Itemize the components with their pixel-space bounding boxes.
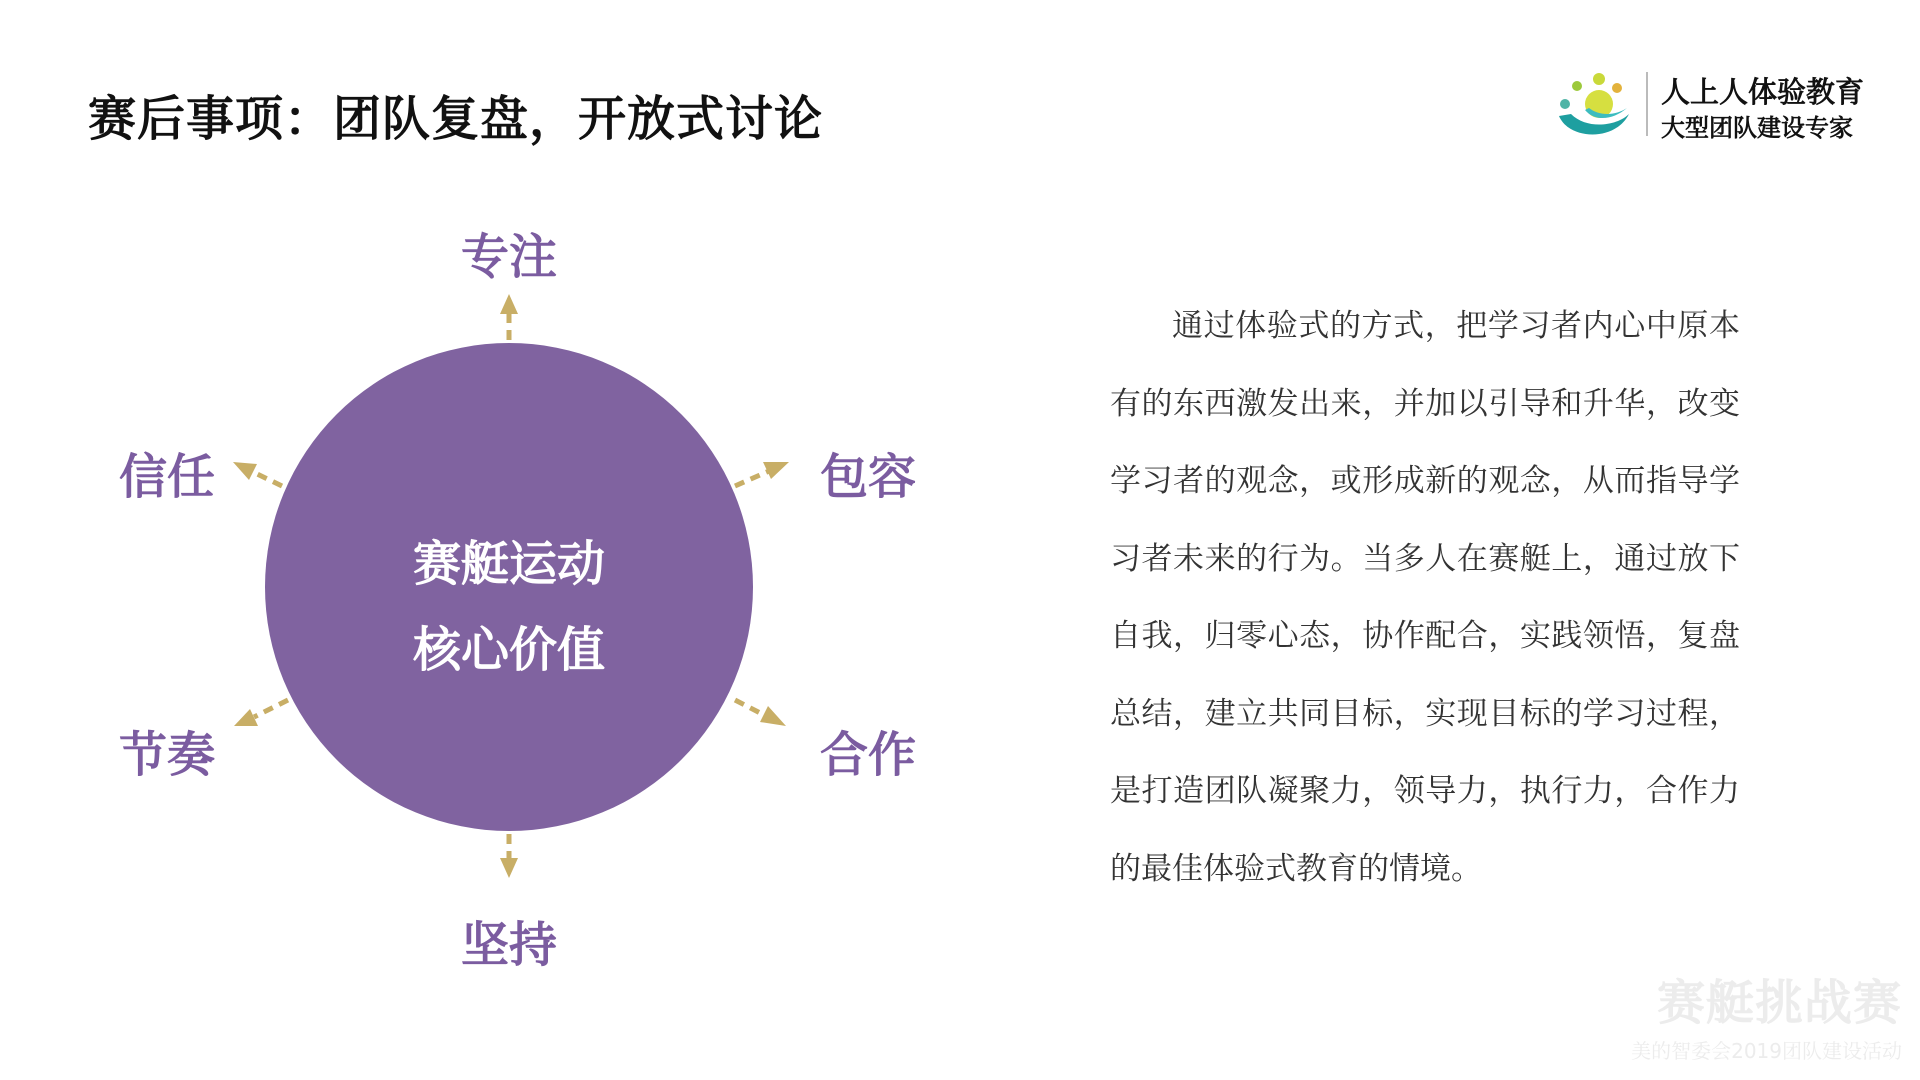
hub-label-line1: 赛艇运动 (412, 536, 605, 592)
watermark (1631, 964, 1902, 1064)
hub-label-line2: 核心价值 (412, 622, 605, 678)
value-persistence: 坚持 (460, 917, 557, 973)
arrow-upper-right-icon (735, 462, 789, 486)
value-trust: 信任 (118, 449, 215, 505)
description-paragraph: 通过体验式的方式，把学习者内心中原本有的东西激发出来，并加以引导和升华，改变学习者的观念，或形成新的观念，从而指导学习者未来的行为。当多人在赛艇上，通过放下自我，归零心态，协作配合，实践领悟，复盘总结，建立共同目标，实现目标的学习过程，是打造团队凝聚力，领导力，执行力，合作力的最佳体验式教育的情境。 (1110, 308, 1740, 887)
arrow-bottom-icon (500, 834, 518, 878)
arrow-lower-right-icon (735, 700, 786, 726)
logo-divider (1646, 72, 1648, 136)
arrow-top-icon (500, 294, 518, 340)
logo-tagline: 大型团队建设专家 (1661, 114, 1853, 142)
logo-name: 人上人体验教育 (1661, 75, 1865, 109)
watermark-subtitle: 美的智委会2019团队建设活动 (1631, 1039, 1902, 1063)
brand-logo (1555, 66, 1885, 146)
value-rhythm: 节奏 (118, 727, 215, 783)
value-cooperation: 合作 (819, 727, 916, 783)
page-title: 赛后事项：团队复盘，开放式讨论 (88, 91, 824, 147)
watermark-title: 赛艇挑战赛 (1656, 975, 1902, 1031)
value-inclusion: 包容 (819, 449, 916, 505)
value-focus: 专注 (460, 229, 557, 285)
logo-mark-icon (1555, 70, 1633, 142)
